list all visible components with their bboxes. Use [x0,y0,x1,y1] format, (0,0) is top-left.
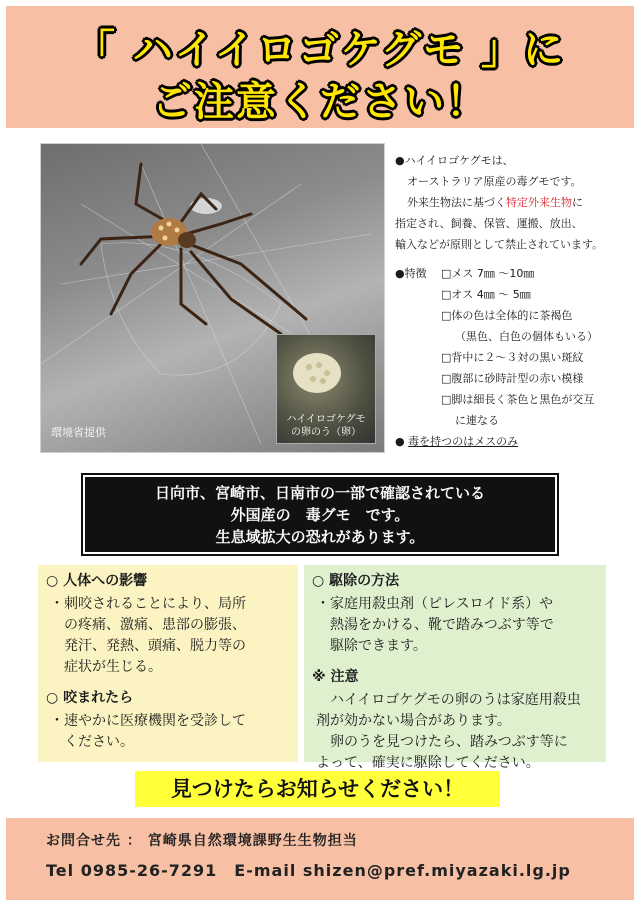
feature-item: （黒色、白色の個体もいる） [455,330,598,343]
removal-text [312,594,598,657]
feature-item: □腹部に砂時計型の赤い模様 [441,372,584,385]
contact-department: お問合せ先 ： 宮崎県自然環境課野生生物担当 [46,833,358,849]
text-line: 熱湯をかける、靴で踏みつぶす等で [330,617,554,633]
text-line: 発汗、発熱、頭痛、脱力等の [64,638,246,654]
text-line: ・刺咬されることにより、局所 [50,596,246,612]
note-text: 毒を持つのはメスのみ [408,435,519,448]
features-list [395,263,635,431]
info-line-3: 指定され、飼養、保管、運搬、放出、 [395,217,583,230]
inset-caption-line-1: ハイイロゴケグモ [286,414,366,425]
feature-item: に連なる [455,414,499,427]
feature-item: □体の色は全体的に茶褐色 [441,309,573,322]
info-heading: ●ハイイロゴケグモは、 [395,154,514,167]
text-line: 駆除できます。 [330,638,427,654]
warning-banner [85,477,555,552]
caution-heading: ※ 注意 [312,669,359,685]
inset-caption [277,413,375,439]
feature-item: □メス 7㎜ ～10㎜ [441,267,535,280]
info-line-2-text: 外来生物法に基づく [407,196,506,209]
banner-line-3: 生息域拡大の恐れがあります。 [215,528,425,546]
removal-heading: ○ 駆除の方法 [312,573,400,589]
inset-caption-line-2: の卵のう（卵） [291,427,361,438]
health-effects-text [46,594,290,678]
banner-line-1: 日向市、宮崎市、日南市の一部で確認されている [154,484,485,502]
title-line-2: ご注意ください！ [152,79,488,125]
info-line-1: オーストラリア原産の毒グモです。 [407,175,582,188]
health-effects-panel [38,565,298,762]
banner-line-2: 外国産の 毒グモ です。 [230,506,410,524]
feature-item: □脚は細長く茶色と黒色が交互 [441,393,595,406]
header-banner [6,6,634,128]
contact-tel-email: Tel 0985-26-7291 E-mail shizen@pref.miyazaki.lg.jp [46,861,571,880]
text-line: の疼痛、激痛、患部の膨張、 [64,617,246,633]
note-bullet: ● [395,435,405,448]
removal-panel [304,565,606,771]
feature-item: □オス 4㎜ ～ 5㎜ [441,288,531,301]
feature-item: □背中に２～３対の黒い斑紋 [441,351,584,364]
photo-credit: 環境省提供 [51,426,106,439]
species-info [395,150,635,452]
text-line: よって、確実に駆除してください。 [316,755,540,771]
text-line: ハイイロゴケグモの卵のうは家庭用殺虫 [330,692,581,708]
if-bitten-heading: ○ 咬まれたら [46,690,134,706]
text-line: 卵のうを見つけたら、踏みつぶす等に [330,734,568,750]
features-label: ●特徴 [395,267,427,280]
text-line: ・速やかに医療機関を受診して [50,713,246,729]
info-line-4: 輸入などが原則として禁止されています。 [395,238,604,251]
caution-text [312,690,598,774]
egg-sac-illustration [277,335,377,415]
spider-photo [40,143,385,453]
egg-sac-inset-photo [276,334,376,444]
text-line: ・家庭用殺虫剤（ピレスロイド系）や [316,596,554,612]
female-venom-note [395,431,635,452]
report-call-to-action: 見つけたらお知らせください！ [135,771,500,807]
contact-footer [6,818,634,900]
text-line: ください。 [64,734,134,750]
health-effects-heading: ○ 人体への影響 [46,573,148,589]
info-line-2-suffix: に [572,196,583,209]
text-line: 剤が効かない場合があります。 [316,713,511,729]
info-line-2 [395,192,635,213]
features-section [395,263,635,431]
designation-highlight: 特定外来生物 [506,196,572,209]
if-bitten-text [46,711,290,753]
title-line-1: 「 ハイイロゴケグモ 」に [74,27,566,73]
text-line: 症状が生じる。 [64,659,162,675]
